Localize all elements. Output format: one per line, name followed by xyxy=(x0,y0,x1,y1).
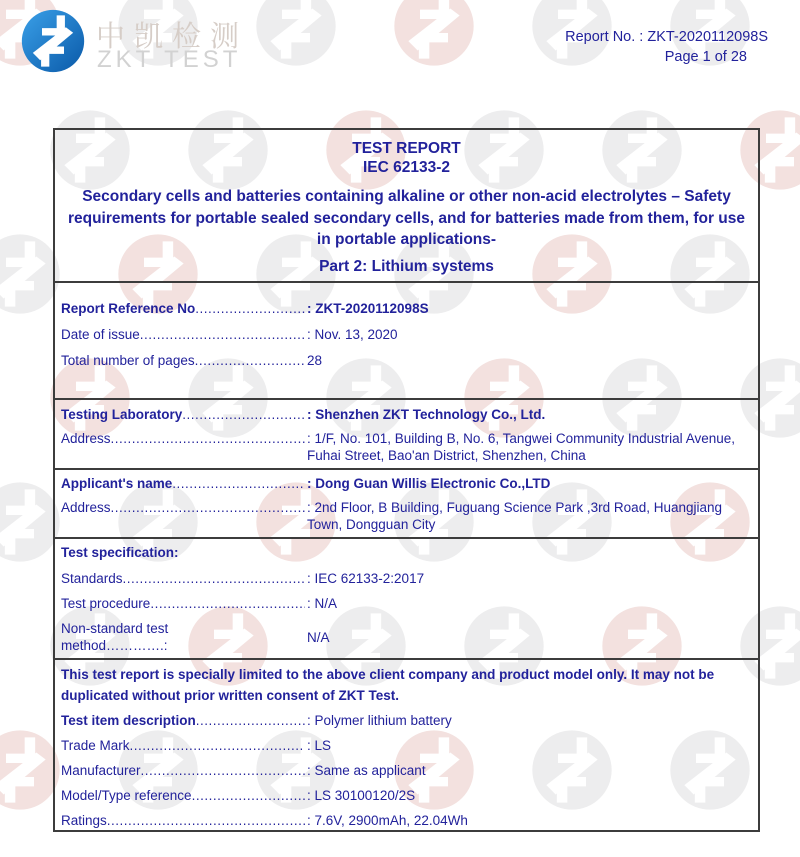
field-row-date-of-issue xyxy=(55,326,758,343)
field-label-text: Ratings xyxy=(61,813,107,828)
dot-leader xyxy=(140,326,305,343)
dot-leader xyxy=(195,352,305,369)
field-label-text: Test procedure xyxy=(61,596,151,611)
dot-leader xyxy=(111,430,305,447)
field-row-lab-address xyxy=(55,430,758,464)
field-value: : Same as applicant xyxy=(307,763,426,778)
report-meta xyxy=(565,27,768,67)
field-value: : IEC 62133-2:2017 xyxy=(307,571,425,586)
dot-leader xyxy=(107,812,305,829)
field-value: : Polymer lithium battery xyxy=(307,713,452,728)
field-label xyxy=(61,737,305,754)
field-row-model-type xyxy=(55,787,758,804)
dot-leader xyxy=(195,300,305,317)
dot-leader xyxy=(123,570,305,587)
field-label-text: Address xyxy=(61,500,111,515)
report-number-line: Report No. : ZKT-2020112098S xyxy=(565,29,768,45)
field-value: 28 xyxy=(307,353,323,368)
field-label xyxy=(61,352,305,369)
field-row-trade-mark xyxy=(55,737,758,754)
field-value: : 2nd Floor, B Building, Fuguang Science Park ,3rd Road, Huangjiang Town, Dongguan City xyxy=(307,500,723,532)
field-row-applicant-name xyxy=(55,475,758,492)
field-label-text: Testing Laboratory xyxy=(61,407,183,422)
standard-number: IEC 62133-2 xyxy=(362,159,451,176)
field-value: : 7.6V, 2900mAh, 22.04Wh xyxy=(307,813,468,828)
field-value: : 1/F, No. 101, Building B, No. 6, Tangwei Community Industrial Avenue, Fuhai Street, Bao'an District, Shenzhen, China xyxy=(307,431,735,463)
field-row-test-item-description xyxy=(55,712,758,729)
zkt-logo-icon xyxy=(20,8,86,74)
field-label xyxy=(61,499,305,516)
field-row-report-reference xyxy=(55,300,758,317)
field-label-text: Model/Type reference xyxy=(61,788,192,803)
laboratory-section xyxy=(55,398,758,468)
field-value: : LS xyxy=(307,738,332,753)
dot-leader xyxy=(130,737,305,754)
field-label xyxy=(61,787,305,804)
page-number-line: Page 1 of 28 xyxy=(664,49,747,65)
dot-leader xyxy=(182,406,305,423)
field-label xyxy=(61,430,305,447)
field-label xyxy=(61,475,305,492)
limitation-notice: This test report is specially limited to the above client company and product model only. It may not be duplicated without prior written consent of ZKT Test. xyxy=(61,667,715,703)
field-label-text: Standards xyxy=(61,571,123,586)
field-row-ratings xyxy=(55,812,758,829)
field-row-test-procedure xyxy=(55,595,758,612)
field-label-text: Report Reference No xyxy=(61,301,196,316)
field-row-applicant-address xyxy=(55,499,758,533)
field-row-testing-laboratory xyxy=(55,406,758,423)
field-label xyxy=(61,712,305,729)
field-value: : ZKT-2020112098S xyxy=(307,301,429,316)
dot-leader xyxy=(172,475,305,492)
field-label xyxy=(61,812,305,829)
test-item-section xyxy=(55,658,758,830)
field-label-text: Trade Mark xyxy=(61,738,130,753)
field-label-text: Non-standard test method………….: xyxy=(61,621,169,653)
field-label-text: Total number of pages xyxy=(61,353,195,368)
report-title: TEST REPORT xyxy=(352,140,461,157)
field-label-text: Applicant's name xyxy=(61,476,173,491)
title-section xyxy=(55,130,758,281)
field-row-standards xyxy=(55,570,758,587)
field-row-total-pages xyxy=(55,352,758,369)
field-label xyxy=(61,762,305,779)
field-label xyxy=(61,326,305,343)
dot-leader xyxy=(192,787,305,804)
field-value: : Shenzhen ZKT Technology Co., Ltd. xyxy=(307,407,546,422)
page-header xyxy=(0,0,800,120)
field-label xyxy=(61,300,305,317)
logo-english-text: ZKT TEST xyxy=(97,46,242,73)
field-label xyxy=(61,570,305,587)
dot-leader xyxy=(196,712,305,729)
field-label xyxy=(61,620,305,654)
report-part: Part 2: Lithium systems xyxy=(319,257,494,275)
field-label xyxy=(61,595,305,612)
dot-leader xyxy=(111,499,305,516)
dot-leader xyxy=(141,762,305,779)
test-specification-section xyxy=(55,537,758,658)
logo-chinese-text: 中凯检测 xyxy=(96,21,249,53)
field-label-text: Address xyxy=(61,431,111,446)
field-value: N/A xyxy=(307,629,330,645)
report-document xyxy=(53,128,760,832)
field-row-non-standard-method xyxy=(55,620,758,654)
field-value: : Dong Guan Willis Electronic Co.,LTD xyxy=(307,476,551,491)
dot-leader xyxy=(150,595,305,612)
field-label xyxy=(61,406,305,423)
test-specification-heading: Test specification: xyxy=(61,545,179,560)
applicant-section xyxy=(55,468,758,537)
field-value: : LS 30100120/2S xyxy=(307,788,416,803)
report-info-section xyxy=(55,281,758,398)
field-label-text: Date of issue xyxy=(61,327,140,342)
field-label-text: Test item description xyxy=(61,713,196,728)
field-value: : N/A xyxy=(307,596,338,611)
field-value: : Nov. 13, 2020 xyxy=(307,327,398,342)
field-label-text: Manufacturer xyxy=(61,763,141,778)
field-row-manufacturer xyxy=(55,762,758,779)
report-subtitle: Secondary cells and batteries containing alkaline or other non-acid electrolytes – Safety requirements for portable sealed secondary cells, and for batteries made from them, for use in portable applications- xyxy=(67,188,746,248)
